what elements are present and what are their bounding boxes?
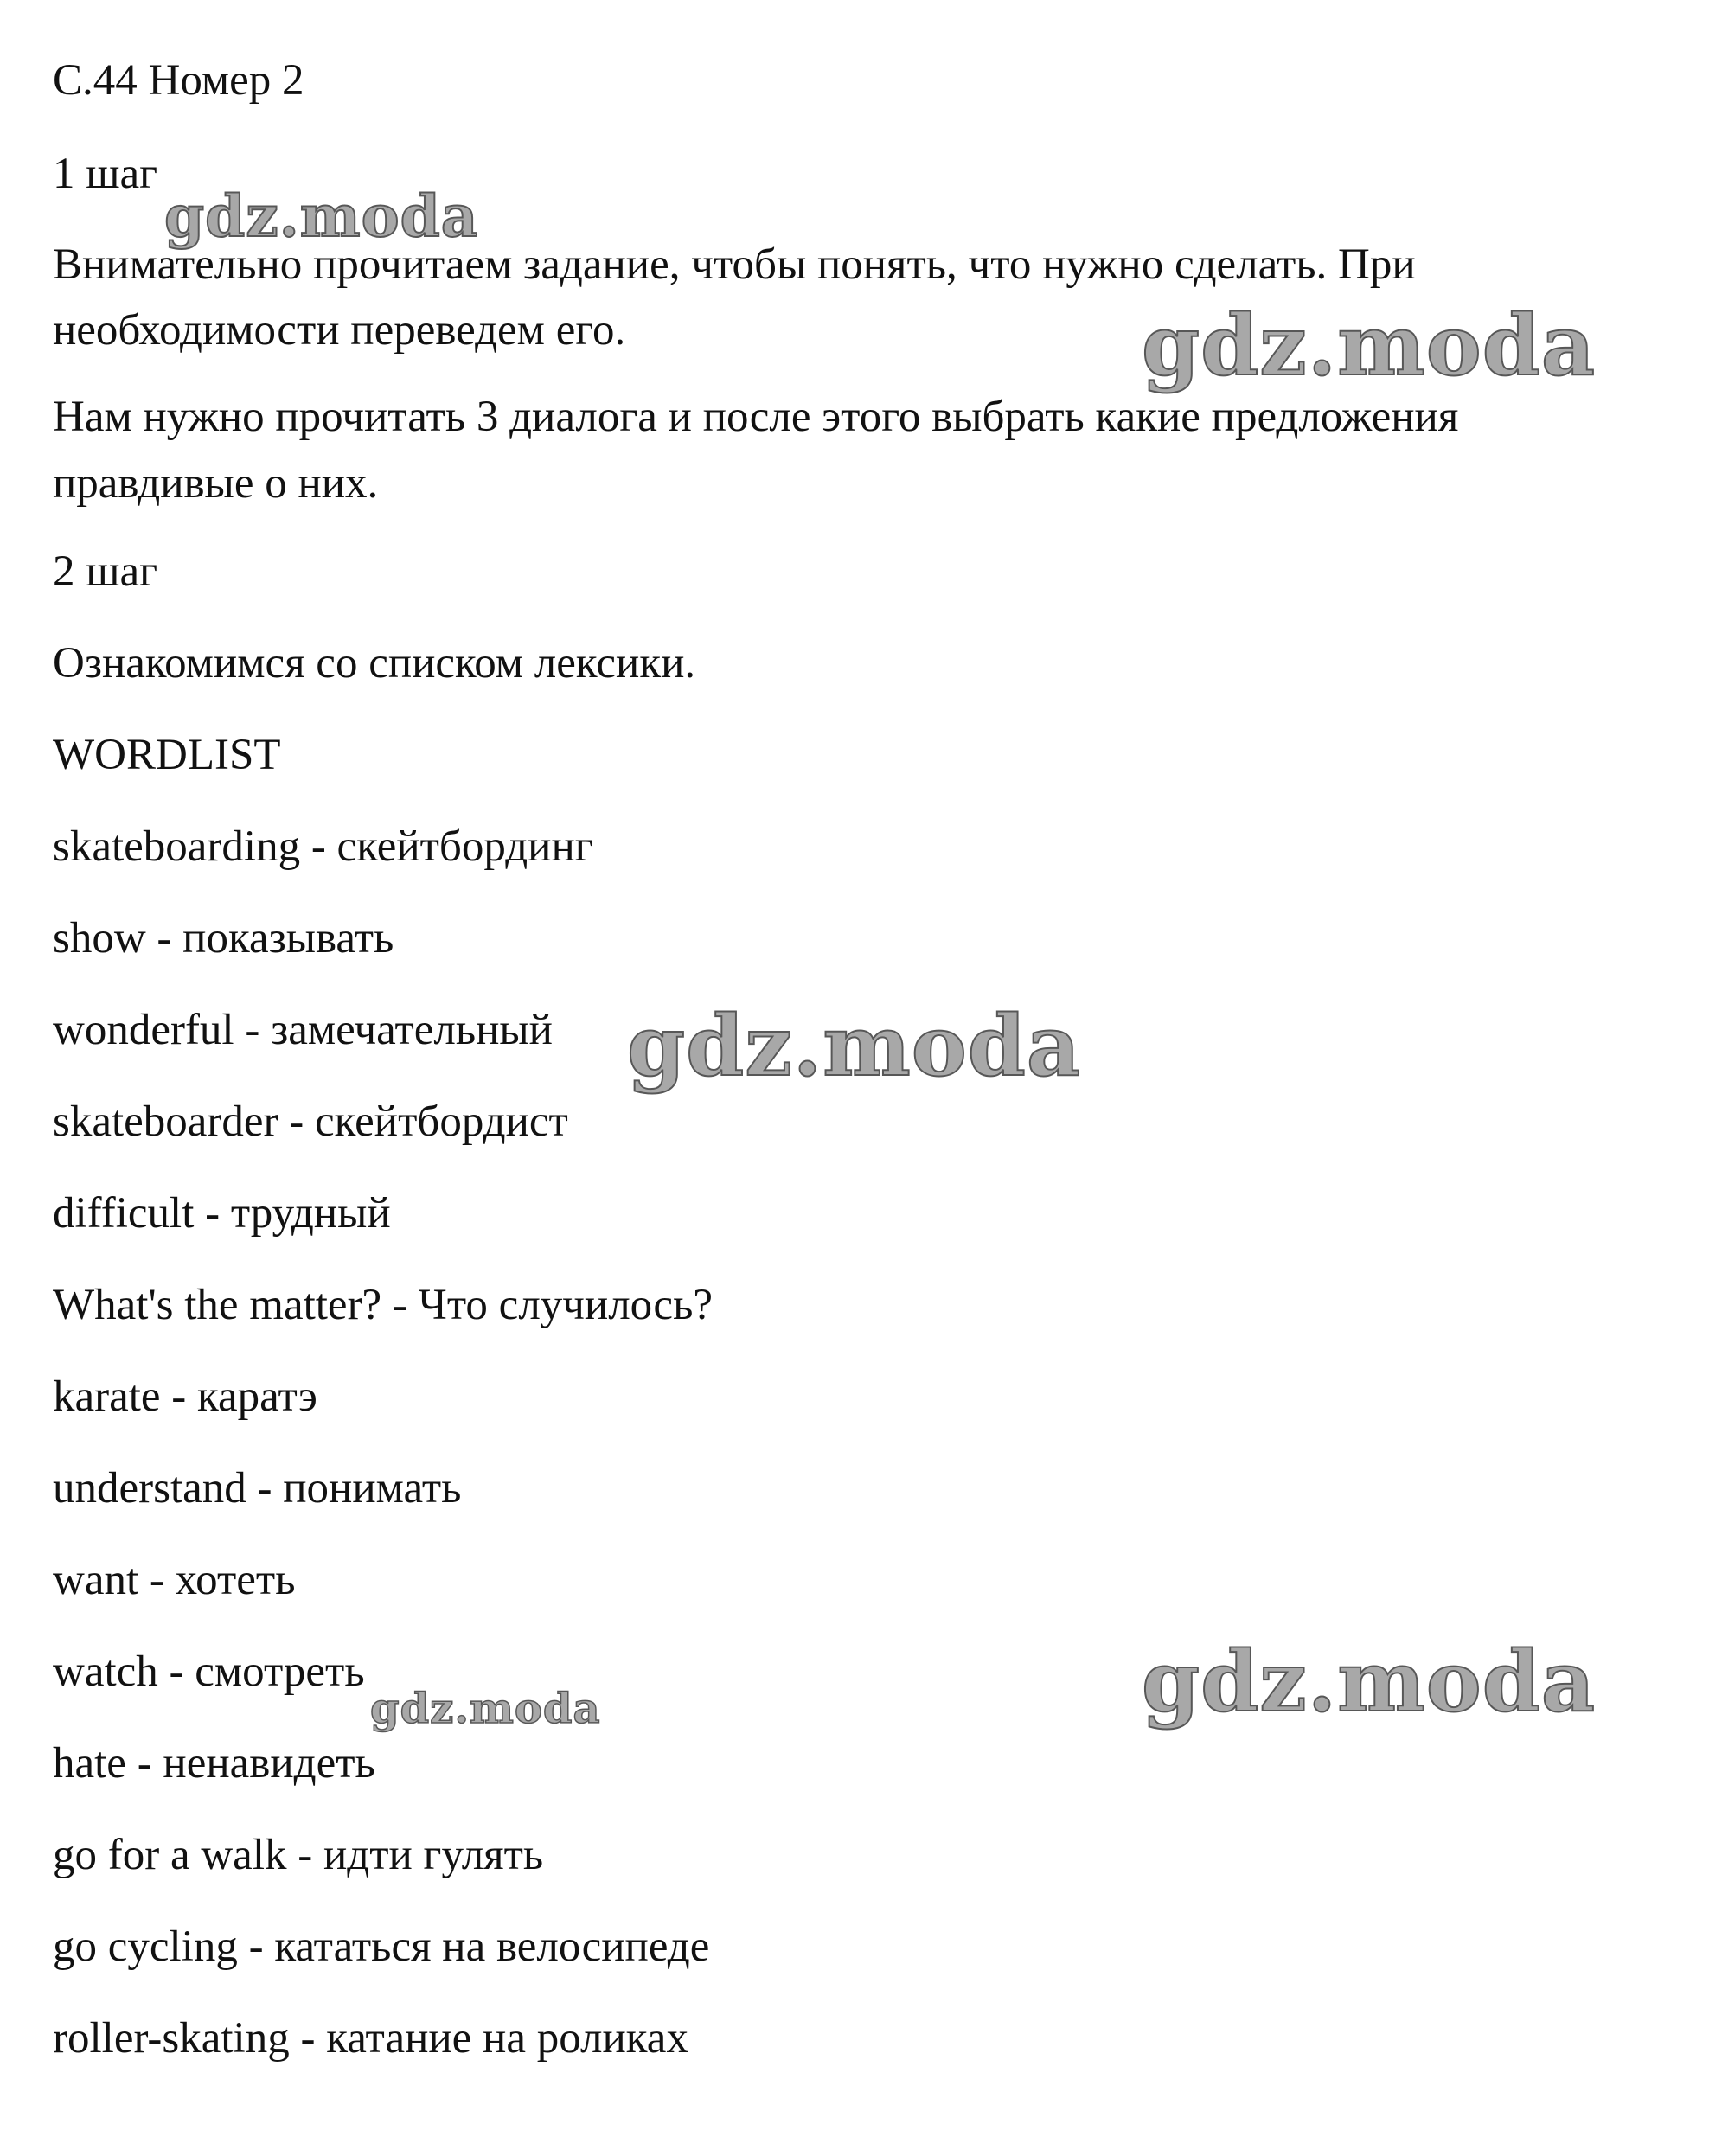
watermark: gdz.moda [627,997,1082,1095]
list-item: skateboarder - скейтбордист [53,1097,568,1146]
step2-title: 2 шаг [53,547,158,596]
list-item: karate - каратэ [53,1372,317,1421]
step1-title: 1 шаг [53,150,158,198]
list-item: What's the matter? - Что случилось? [53,1281,713,1329]
watermark: gdz.moda [1142,1633,1597,1731]
list-item: hate - ненавидеть [53,1739,375,1788]
list-item: roller-skating - катание на роликах [53,2014,688,2063]
list-item: want - хотеть [53,1556,296,1604]
list-item: skateboarding - скейтбординг [53,822,593,871]
step1-text-line1: Внимательно прочитаем задание, чтобы понять, что нужно сделать. При [53,240,1416,289]
list-item: show - показывать [53,914,394,963]
list-item: wonderful - замечательный [53,1006,553,1054]
step1-task-line2: правдивые о них. [53,459,379,508]
list-item: difficult - трудный [53,1189,391,1238]
wordlist-title: WORDLIST [53,731,281,779]
watermark: gdz.moda [370,1685,601,1733]
list-item: go for a walk - идти гулять [53,1831,544,1879]
list-item: watch - смотреть [53,1647,365,1696]
step1-text-line2: необходимости переведем его. [53,306,626,355]
list-item: go cycling - кататься на велосипеде [53,1922,710,1971]
page-header: С.44 Номер 2 [53,56,304,105]
list-item: understand - понимать [53,1464,462,1513]
step1-task-line1: Нам нужно прочитать 3 диалога и после этого выбрать какие предложения [53,393,1459,441]
watermark: gdz.moda [1142,297,1597,394]
watermark: gdz.moda [164,182,479,250]
step2-text: Ознакомимся со списком лексики. [53,639,696,688]
